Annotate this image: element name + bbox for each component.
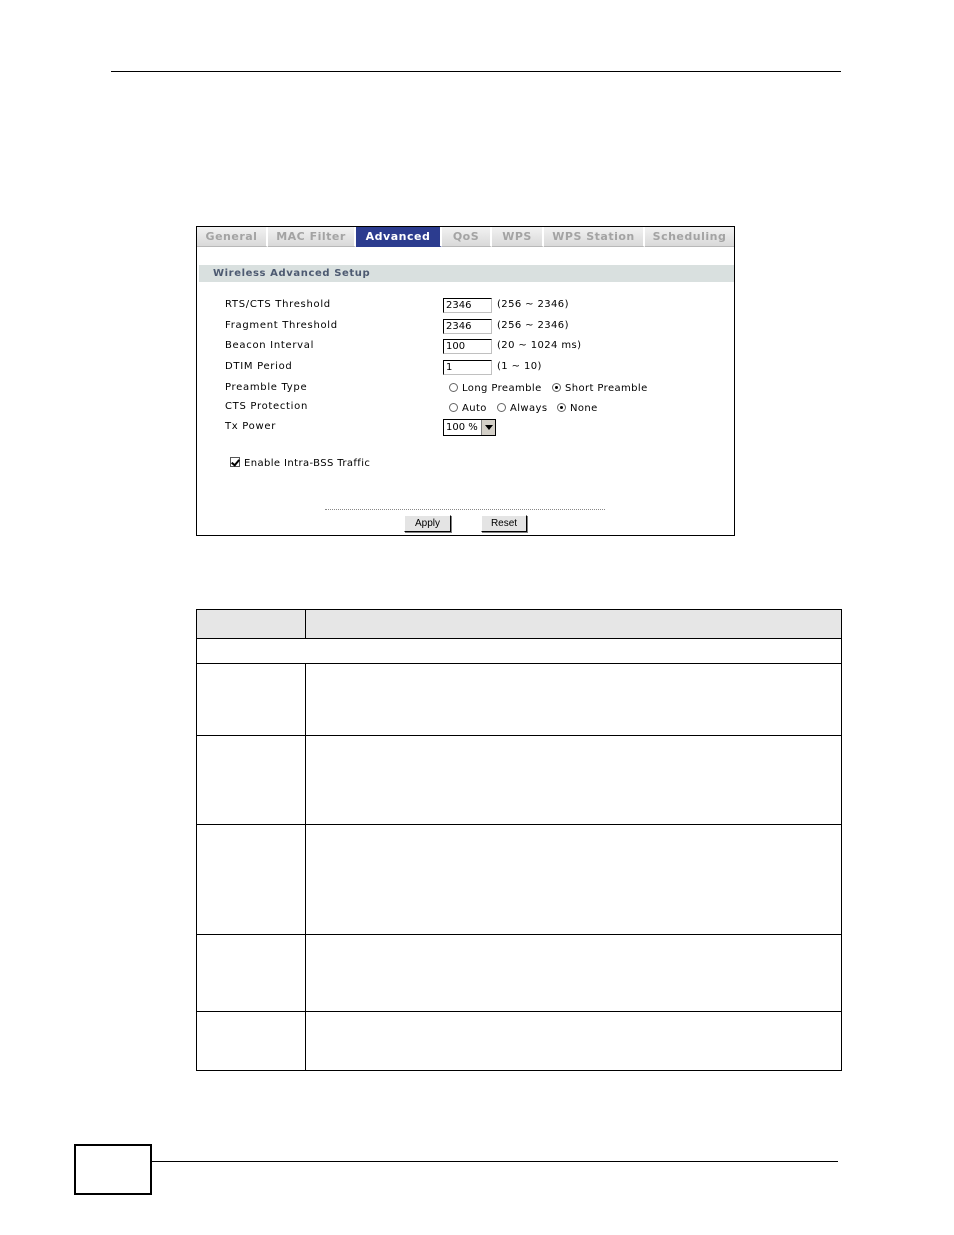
table-row-divider [197,824,841,825]
beacon-hint: (20 ~ 1024 ms) [497,340,582,351]
tab-advanced[interactable]: Advanced [356,227,442,247]
tab-qos[interactable]: QoS [442,227,492,247]
intra-bss-checkbox[interactable] [230,457,240,467]
section-title: Wireless Advanced Setup [199,265,734,282]
fragment-hint: (256 ~ 2346) [497,320,569,331]
tx-power-select[interactable] [443,419,496,436]
fragment-label: Fragment Threshold [225,320,338,331]
tab-mac-filter[interactable]: MAC Filter [268,227,356,247]
preamble-label: Preamble Type [225,382,308,393]
dtim-hint: (1 ~ 10) [497,361,542,372]
cts-none-label: None [570,403,598,414]
wireless-advanced-screen [196,226,735,536]
table-row-divider [197,735,841,736]
dtim-label: DTIM Period [225,361,293,372]
tab-scheduling[interactable]: Scheduling [645,227,734,247]
cts-auto-radio[interactable] [449,403,458,412]
beacon-input[interactable] [443,339,492,354]
button-divider [325,509,605,510]
tab-wps-station[interactable]: WPS Station [544,227,645,247]
reset-button[interactable]: Reset [481,515,527,532]
cts-auto-label: Auto [462,403,487,414]
intra-bss-label: Enable Intra-BSS Traffic [244,458,371,469]
rts-hint: (256 ~ 2346) [497,299,569,310]
rts-input[interactable] [443,298,492,313]
header-rule [111,71,841,72]
rts-label: RTS/CTS Threshold [225,299,331,310]
preamble-long-radio[interactable] [449,383,458,392]
table-header [197,610,841,639]
apply-button[interactable]: Apply [404,515,451,532]
beacon-label: Beacon Interval [225,340,315,351]
table-row-divider [197,663,841,664]
table-row-divider [197,934,841,935]
table-column-divider [305,663,306,1070]
tab-wps[interactable]: WPS [492,227,544,247]
dtim-input[interactable] [443,360,492,375]
cts-always-radio[interactable] [497,403,506,412]
field-description-table [196,609,842,1071]
preamble-long-label: Long Preamble [462,383,542,394]
page-number-box [74,1144,152,1195]
footer-rule [152,1161,838,1162]
cts-label: CTS Protection [225,401,309,412]
cts-always-label: Always [510,403,548,414]
preamble-short-radio[interactable] [552,383,561,392]
fragment-input[interactable] [443,319,492,334]
tx-power-value: 100 % [446,422,478,433]
tab-general[interactable]: General [197,227,268,247]
table-row-divider [197,1011,841,1012]
tab-bar [197,227,734,248]
table-column-divider [305,610,306,639]
tx-power-label: Tx Power [225,421,277,432]
table-row-divider [197,638,841,639]
chevron-down-icon[interactable] [481,420,495,435]
preamble-short-label: Short Preamble [565,383,648,394]
cts-none-radio[interactable] [557,403,566,412]
